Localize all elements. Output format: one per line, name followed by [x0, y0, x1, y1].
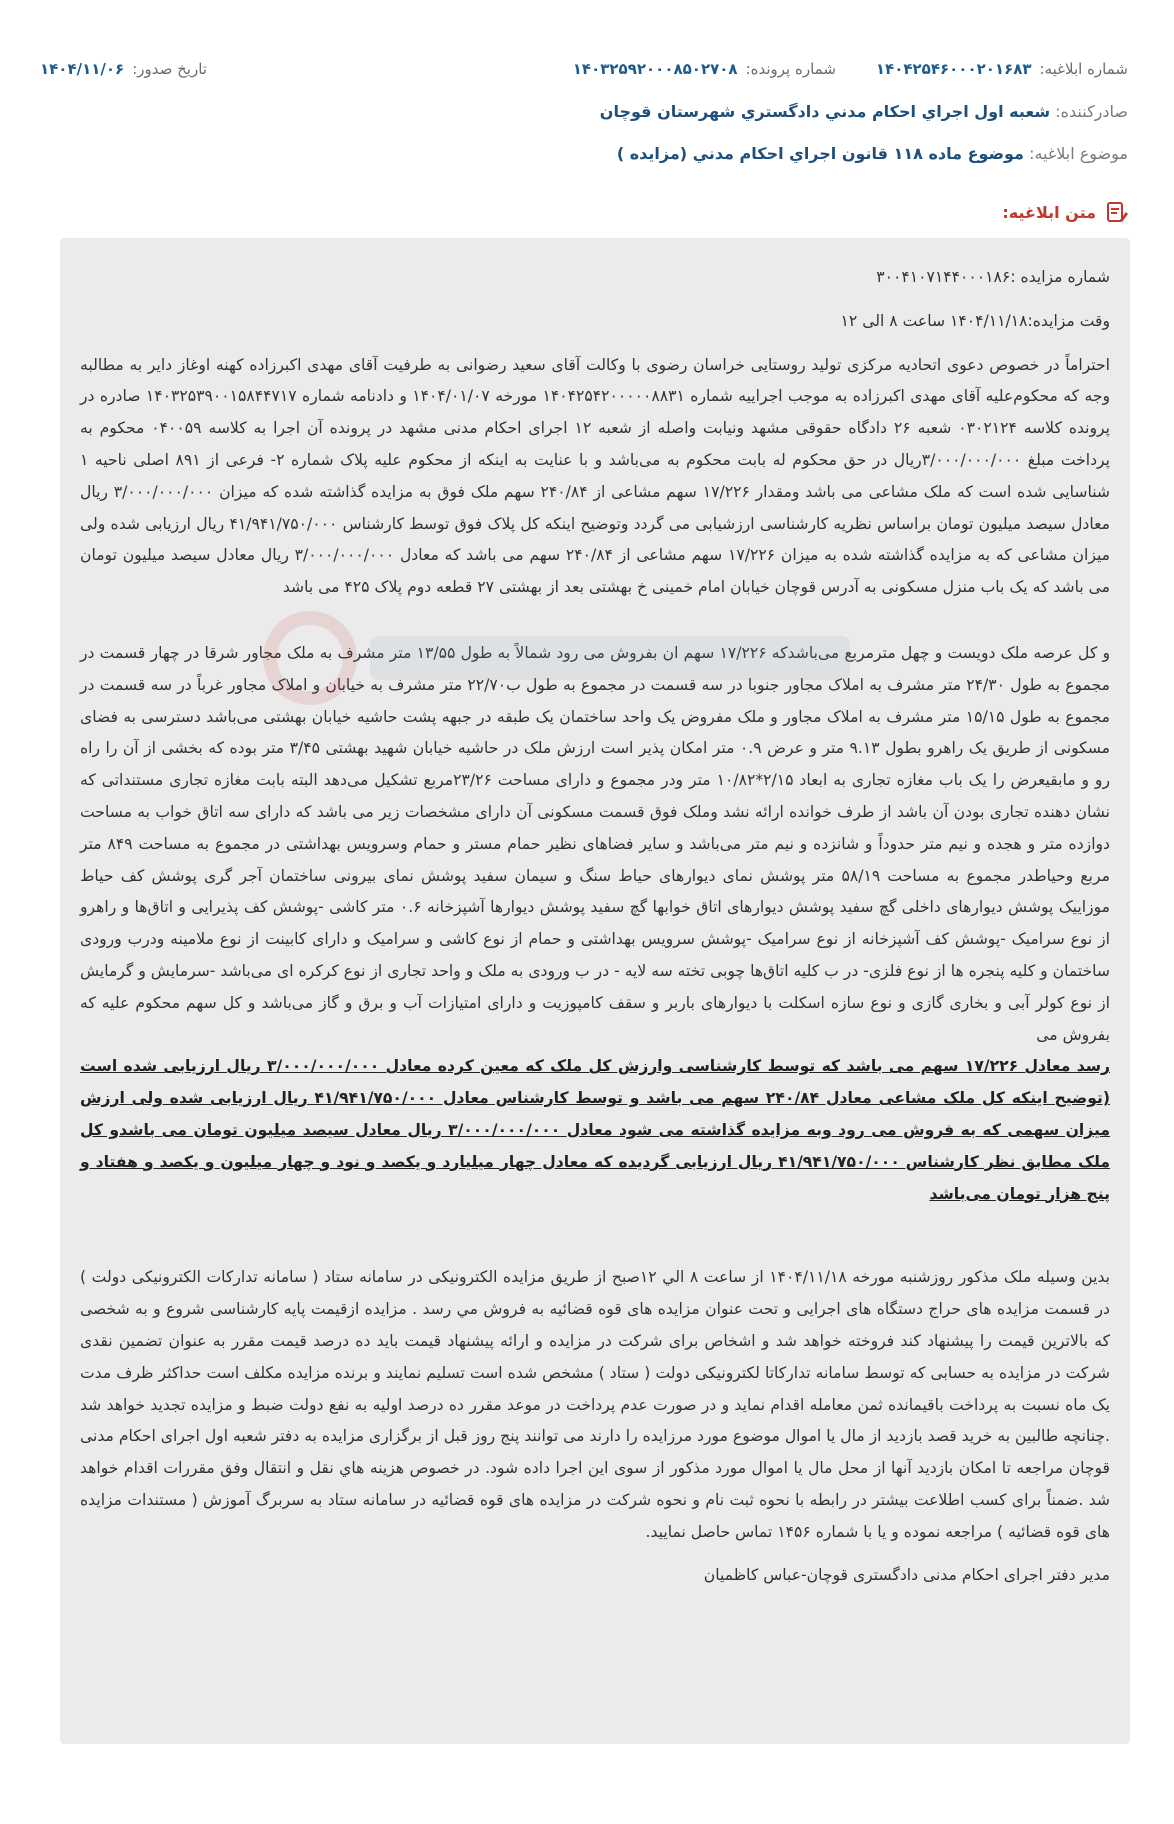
paragraph-property-description: و کل عرصه ملک دویست و چهل مترمربع می‌باشدکه ۱۷/۲۲۶ سهم ان بفروش می رود شمالاً به طول ۱۳/۵۵ متر مشرف به ملک مجاور شرقا در چهار قسمت در مجموع به طول ۲۴/۳۰ متر مشرف به املاک مجاور جنوبا در سه قسمت در مجموع به طول ب۲۲/۷۰ متر مشرف به خیابان و املاک مجاور غرباً در سه قسمت در مجموع به طول ۱۵/۱۵ متر مشرف به املاک مجاور و ملک مفروض یک واحد ساختمان یک طبقه در جبهه پشت حاشیه خیابان بهشتی می‌باشد دسترسی به فضای مسکونی از طریق یک راهرو بطول ۹.۱۳ متر و عرض ۰.۹ متر امکان پذیر است ارزش ملک در حاشیه خیابان شهید بهشتی ۳/۴۵ متر بوده که بخشی از آن را راه رو و مابقیعرض را یک باب مغازه تجاری به ابعاد ۲/۱۵*۱۰/۸۲ متر ودر مجموع و دارای مساحت ۲۳/۲۶مربع تشکیل می‌دهد البته بابت مغازه تجاری مستنداتی که نشان دهنده تجاری بودن آن باشد از طرف خوانده ارائه نشد وملک فوق قسمت مسکونی آن دارای مشخصات زیر می باشد که دارای سه اتاق خواب به مساحت دوازده متر و هجده و نیم متر حدوداً و شانزده و نیم متر می‌باشد و سایر فضاهای نظیر حمام مستر و حمام وسرویس بهداشتی در مجموع به مساحت ۸۴۹ متر مربع وحیاطدر مجموع به مساحت ۵۸/۱۹ متر پوشش نمای دیوارهای حیاط سنگ و سیمان سفید پوشش نمای بیرونی ساختمان آجر گری پوشش کف حیاط موزاییک پوشش دیوارهای داخلی گچ سفید پوشش دیوارهای اتاق خوابها گچ سفید پوشش دیوارها آشپزخانه ۰.۶ متر کاشی -پوشش کف پذیرایی و اتاق‌ها و راهرو از نوع سرامیک -پوشش کف آشپزخانه از نوع سرامیک -پوشش سرویس بهداشتی و حمام از نوع کاشی و سرامیک و دارای کابینت از نوع ملامینه ودرب ورودی ساختمان و کلیه پنجره ها از نوع فلزی- در ب کلیه اتاق‌ها چوبی تخته سه لایه - در ب ورودی به ملک و واحد تجاری از نوع کرکره ای می‌باشد -سرمایش و گرمایش از نوع کولر آبی و بخاری گازی و نوع سازه اسکلت با دیوارهای باربر و سقف کامپوزیت و دارای امتیازات آب و برق و گاز می‌باشد و کل سهم محکوم علیه که بفروش می	[80, 643, 1111, 1044]
notice-body-panel	[60, 238, 1130, 1744]
subject-line	[46, 144, 1128, 163]
notice-id-row	[40, 56, 1128, 82]
paragraph-auction-terms: بدین وسیله ملک مذکور روزشنبه مورخه ۱۴۰۴/۱۱/۱۸ از ساعت ۸ الي ۱۲صبح از طریق مزایده الکترونیکی در سامانه ستاد ( سامانه تدارکات الکترونیکی دولت ) در قسمت مزایده های حراج دستگاه های اجرایی و تحت عنوان مزایده های قوه قضائیه به فروش مي رسد . مزایده ازقیمت پایه کارشناسی شروع و به شخصی که بالاترین قیمت را پیشنهاد کند فروخته خواهد شد و اشخاص برای شرکت در مزایده و ارائه پیشنهاد قیمت باید ده درصد قیمت مقرر به عنوان تضمین نقدی شرکت در مزایده به حسابی که توسط سامانه تدارکاتا لکترونیکی دولت ( ستاد ) مشخص شده است تسلیم نمایند و برنده مزایده مکلف است حداکثر ظرف مدت یک ماه نسبت به پرداخت باقیمانده ثمن معامله اقدام نماید و در صورت عدم پرداخت در موعد مقرر ده درصد اولیه به نفع دولت ضبط و مزایده تجدید خواهد شد .چنانچه طالبین به خرید قصد بازدید از مال یا اموال موضوع مورد مرزایده را دارند می توانند پنج روز قبل از برگزاری مزایده به دفتر شعبه اول اجرای احکام مدنی قوچان مراجعه تا امکان بازدید آنها از محل مال یا اموال مورد مذکور از سوی این اجرا داده شود. در خصوص هزینه هاي نقل و انتقال وفق مقررات اقدام خواهد شد .ضمناً برای کسب اطلاعت بیشتر در رابطه با نحوه ثبت نام و نحوه شرکت در مزایده های قوه قضائیه در سامانه ستاد به سربرگ آموزش ( مستندات مزایده های قوه قضائیه ) مراجعه نموده و یا با شماره ۱۴۵۶ تماس حاصل نمایید.	[80, 1268, 1110, 1541]
auction-number: شماره مزایده :۳۰۰۴۱۰۷۱۴۴۰۰۰۱۸۶	[876, 268, 1110, 286]
auction-time: وقت مزایده:۱۴۰۴/۱۱/۱۸ ساعت ۸ الی ۱۲	[840, 311, 1110, 330]
notice-number-field	[876, 60, 1128, 78]
signature-line: مدیر دفتر اجرای احکام مدنی دادگستری قوچان-عباس کاظمیان	[703, 1566, 1110, 1585]
issue-date-label: تاریخ صدور:	[132, 60, 207, 78]
notice-number-value: ۱۴۰۴۲۵۴۶۰۰۰۲۰۱۶۸۳	[875, 60, 1032, 78]
case-number-field	[573, 60, 836, 78]
issuer-line	[46, 102, 1128, 121]
issuer-label: صادرکننده:	[1055, 102, 1128, 121]
paragraph-valuation-emphasis: رسد معادل ۱۷/۲۲۶ سهم می باشد که توسط کارشناسی وارزش کل ملک که معین کرده معادل ۳/۰۰۰/۰۰۰/۰۰۰ ریال ارزیابی شده است (توضیح اینکه کل ملک مشاعی معادل ۲۴۰/۸۴ سهم می باشد و توسط کارشناس معادل ۴۱/۹۴۱/۷۵۰/۰۰۰ ریال ارزیابی شده ولی ارزش میزان سهمی که به فروش می رود وبه مزایده گذاشته می شود معادل ۳/۰۰۰/۰۰۰/۰۰۰ ریال معادل سیصد میلیون تومان می باشدو کل ملک مطابق نظر کارشناس ۴۱/۹۴۱/۷۵۰/۰۰۰ ریال ارزیابی گردیده که معادل چهار میلیارد و یکصد و نود و چهار میلیون و یکصد و هفتاد و پنج هزار تومان می‌باشد	[80, 1057, 1111, 1203]
subject-label: موضوع ابلاغیه:	[1029, 144, 1128, 163]
spacer	[80, 616, 1110, 638]
notice-text-title	[1002, 200, 1128, 224]
notice-number-label: شماره ابلاغیه:	[1039, 60, 1128, 78]
case-number-value: ۱۴۰۳۲۵۹۲۰۰۰۸۵۰۲۷۰۸	[572, 60, 738, 78]
spacer	[80, 1222, 1110, 1262]
case-number-label: شماره پرونده:	[745, 60, 836, 78]
issue-date-field	[40, 60, 207, 78]
subject-value: موضوع ماده ۱۱۸ قانون اجراي احكام مدني (مزايده )	[616, 144, 1024, 163]
document-edit-icon	[1106, 200, 1128, 224]
issue-date-value: ۱۴۰۴/۱۱/۰۶	[40, 60, 125, 78]
paragraph-case-details: احتراماً در خصوص دعوی اتحادیه مرکزی تولید روستایی خراسان رضوی با وکالت آقای سعید رضوانی به طرفیت آقای مهدی اکبرزاده کهنه اوغاز دایر به مطالبه وجه که محکوم‌علیه آقای مهدی اکبرزاده به موجب اجراییه شماره ۱۴۰۴۲۵۴۲۰۰۰۰۰۸۸۳۱ مورخه ۱۴۰۴/۰۱/۰۷ و دادنامه شماره ۱۴۰۳۲۵۳۹۰۰۱۵۸۴۴۷۱۷ صادره در پرونده کلاسه ۰۳۰۲۱۲۴ شعبه ۲۶ دادگاه حقوقی مشهد ونیابت واصله از شعبه ۱۲ اجرای احکام مدنی مشهد در پرونده آن اجرا به کلاسه ۰۴۰۰۵۹ محکوم به پرداخت مبلغ ۳/۰۰۰/۰۰۰/۰۰۰ریال در حق محکوم له بابت محکوم به می‌باشد و با عنایت به اینکه از محکوم علیه پلاک شماره ۲- فرعی از ۸۹۱ اصلی ناحیه ۱ شناسایی شده است که ملک مشاعی می باشد ومقدار ۱۷/۲۲۶ سهم مشاعی از ۲۴۰/۸۴ سهم ملک فوق به مزایده گذاشته شده که میزان ۳/۰۰۰/۰۰۰/۰۰۰ ریال معادل سیصد میلیون تومان براساس نظریه کارشناسی ارزشیابی می گردد وتوضیح اینکه کل پلاک فوق توسط کارشناس ۴۱/۹۴۱/۷۵۰/۰۰۰ ریال ارزیابی شده ولی میزان مشاعی که به مزایده گذاشته شده به میزان ۱۷/۲۲۶ سهم مشاعی از ۲۴۰/۸۴ سهم می باشد که معادل ۳/۰۰۰/۰۰۰/۰۰۰ ریال معادل سیصد میلیون تومان می باشد که یک باب منزل مسکونی به آدرس قوچان خیابان امام خمینی خ بهشتی بعد از بهشتی ۲۷ قطعه دوم پلاک ۴۲۵ می باشد	[80, 355, 1111, 597]
issuer-value: شعبه اول اجراي احكام مدني دادگستري شهرستان قوچان	[599, 102, 1051, 121]
notice-text-label: متن ابلاغیه:	[1002, 202, 1096, 222]
